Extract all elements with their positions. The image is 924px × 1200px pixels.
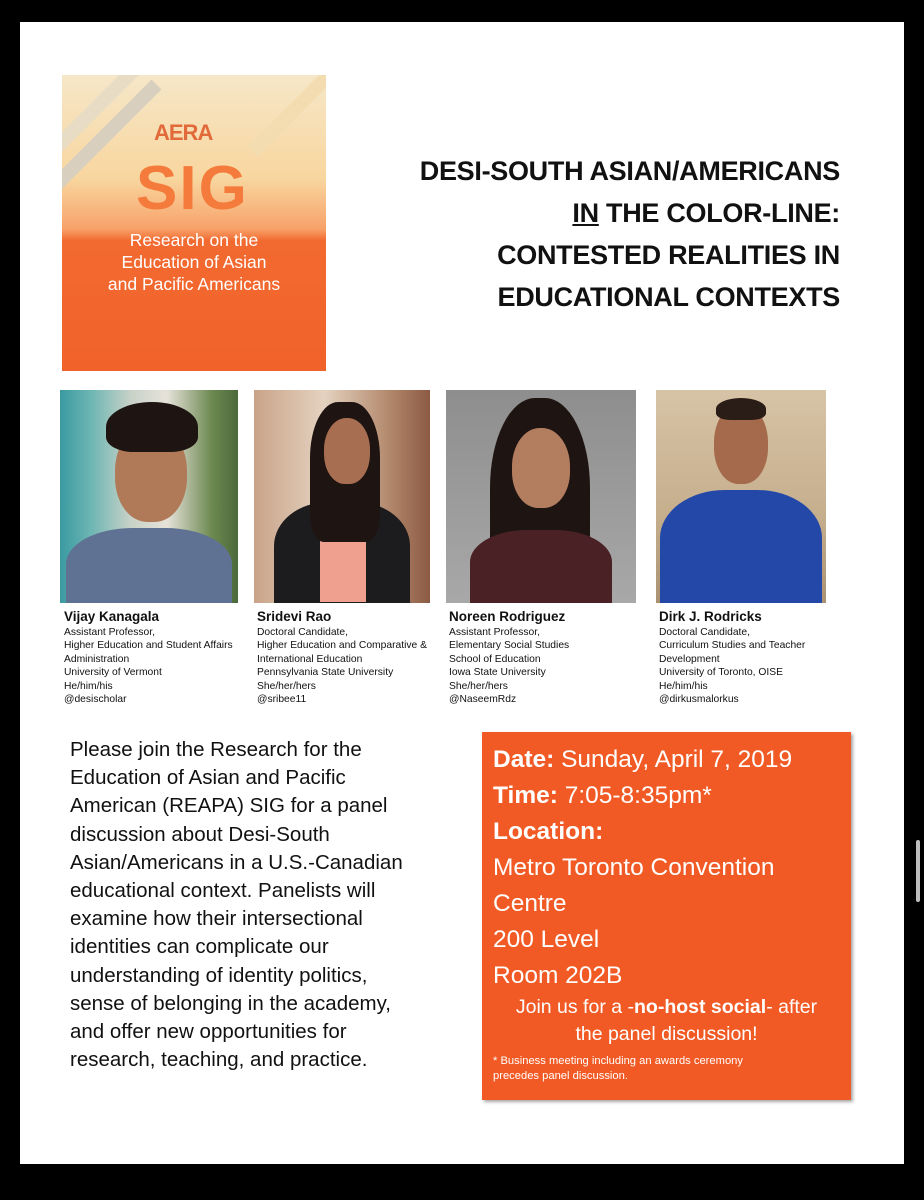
panelist-line: Higher Education and Comparative & [257,640,427,652]
title-line: DESI-SOUTH ASIAN/AMERICANS [419,156,840,186]
venue-room: Room 202B [493,962,623,989]
panelist-name: Vijay Kanagala [64,609,160,624]
photo-dirk-rodricks [656,390,826,603]
event-description [70,736,450,1074]
panelist-name: Noreen Rodriguez [449,609,566,624]
panelist-handle: @NaseemRdz [449,694,517,706]
social-pre: Join us for a - [515,996,634,1018]
panelist-line: School of Education [449,653,541,665]
panelist-line: Iowa State University [449,667,546,679]
time-label: Time: [493,782,558,809]
aera-sig-logo [62,75,326,371]
photo-face [512,428,570,508]
event-time [493,778,712,814]
panelist-line: He/him/his [659,680,708,692]
panelist-line: Doctoral Candidate, [659,627,751,638]
logo-stripe [248,75,326,156]
panelist-line: Higher Education and Student Affairs [64,640,233,652]
panelist-dirk-rodricks [659,608,849,706]
venue-line: Centre [493,890,567,917]
panelist-vijay-kanagala [64,608,254,706]
photo-shirt [66,528,232,603]
description-line: examine how their intersectional [70,907,363,931]
panelist-line: She/her/hers [257,680,316,692]
scrollbar-handle[interactable] [916,840,920,902]
logo-subtitle-line: and Pacific Americans [107,274,281,294]
photo-face [324,418,370,484]
panelist-handle: @sribee11 [257,694,307,706]
title-underlined-word: IN [572,198,599,228]
footnote-line: precedes panel discussion. [493,1070,628,1082]
panelist-line: Doctoral Candidate, [257,627,349,638]
panelist-sridevi-rao [257,608,447,706]
photo-sridevi-rao [254,390,430,603]
panelist-line: Assistant Professor, [64,627,155,638]
event-title [350,150,840,318]
photo-hair [716,398,766,420]
date-value: Sunday, April 7, 2019 [554,746,793,773]
description-line: Education of Asian and Pacific [70,766,346,790]
description-line: sense of belonging in the academy, [70,991,392,1015]
logo-subtitle-line: Education of Asian [121,252,267,272]
venue-line: Metro Toronto Convention [493,854,775,881]
panelist-line: Assistant Professor, [449,627,540,638]
panelist-handle: @desischolar [64,694,127,706]
social-bold: no-host social [634,996,767,1018]
logo-sig-text: SIG [136,154,249,223]
title-line [350,192,840,234]
panelist-line: Administration [64,653,130,665]
time-value: 7:05-8:35pm* [557,782,712,809]
description-line: research, teaching, and practice. [70,1048,368,1072]
description-line: Asian/Americans in a U.S.-Canadian [70,850,403,874]
panelist-line: Elementary Social Studies [449,640,570,652]
location-label: Location: [493,818,604,845]
social-line [482,994,851,1021]
logo-subtitle [62,229,326,295]
venue-level: 200 Level [493,926,600,953]
panelist-name: Dirk J. Rodricks [659,609,762,624]
footnote [493,1054,843,1084]
logo-subtitle-line: Research on the [129,230,259,250]
title-line-rest: THE COLOR-LINE: [598,198,840,228]
photo-noreen-rodriguez [446,390,636,603]
panelist-line: He/him/his [64,680,113,692]
flyer-page [20,22,904,1164]
date-label: Date: [493,746,555,773]
panelist-line: University of Vermont [64,667,162,679]
description-line: American (REAPA) SIG for a panel [70,794,388,818]
description-line: and offer new opportunities for [70,1020,347,1044]
panelist-noreen-rodriguez [449,608,639,706]
description-line: identities can complicate our [70,935,329,959]
photo-hair [106,402,198,452]
description-line: understanding of identity politics, [70,963,368,987]
panelist-handle: @dirkusmalorkus [659,694,739,706]
logo-aera-text: AERA [154,120,213,145]
description-line: Please join the Research for the [70,738,362,761]
panelist-line: Pennsylvania State University [257,667,394,679]
title-line: CONTESTED REALITIES IN [497,240,840,270]
photo-vijay-kanagala [60,390,238,603]
title-line: EDUCATIONAL CONTEXTS [497,282,840,312]
panelist-line: International Education [257,653,363,665]
event-details-box [482,732,851,1100]
description-line: educational context. Panelists will [70,879,376,903]
photo-jacket [660,490,822,603]
social-invite [482,994,851,1048]
panelist-line: Curriculum Studies and Teacher [659,640,806,652]
panelist-line: She/her/hers [449,680,508,692]
panelist-line: Development [659,653,720,665]
description-line: discussion about Desi-South [70,822,330,846]
panelist-line: University of Toronto, OISE [659,667,783,679]
social-post: - after [766,996,818,1018]
panelist-name: Sridevi Rao [257,609,332,624]
footnote-line: * Business meeting including an awards ceremony [493,1055,743,1067]
logo-stripe [62,75,146,166]
social-line: the panel discussion! [575,1023,758,1045]
photo-top [470,530,612,603]
event-date [493,742,792,778]
